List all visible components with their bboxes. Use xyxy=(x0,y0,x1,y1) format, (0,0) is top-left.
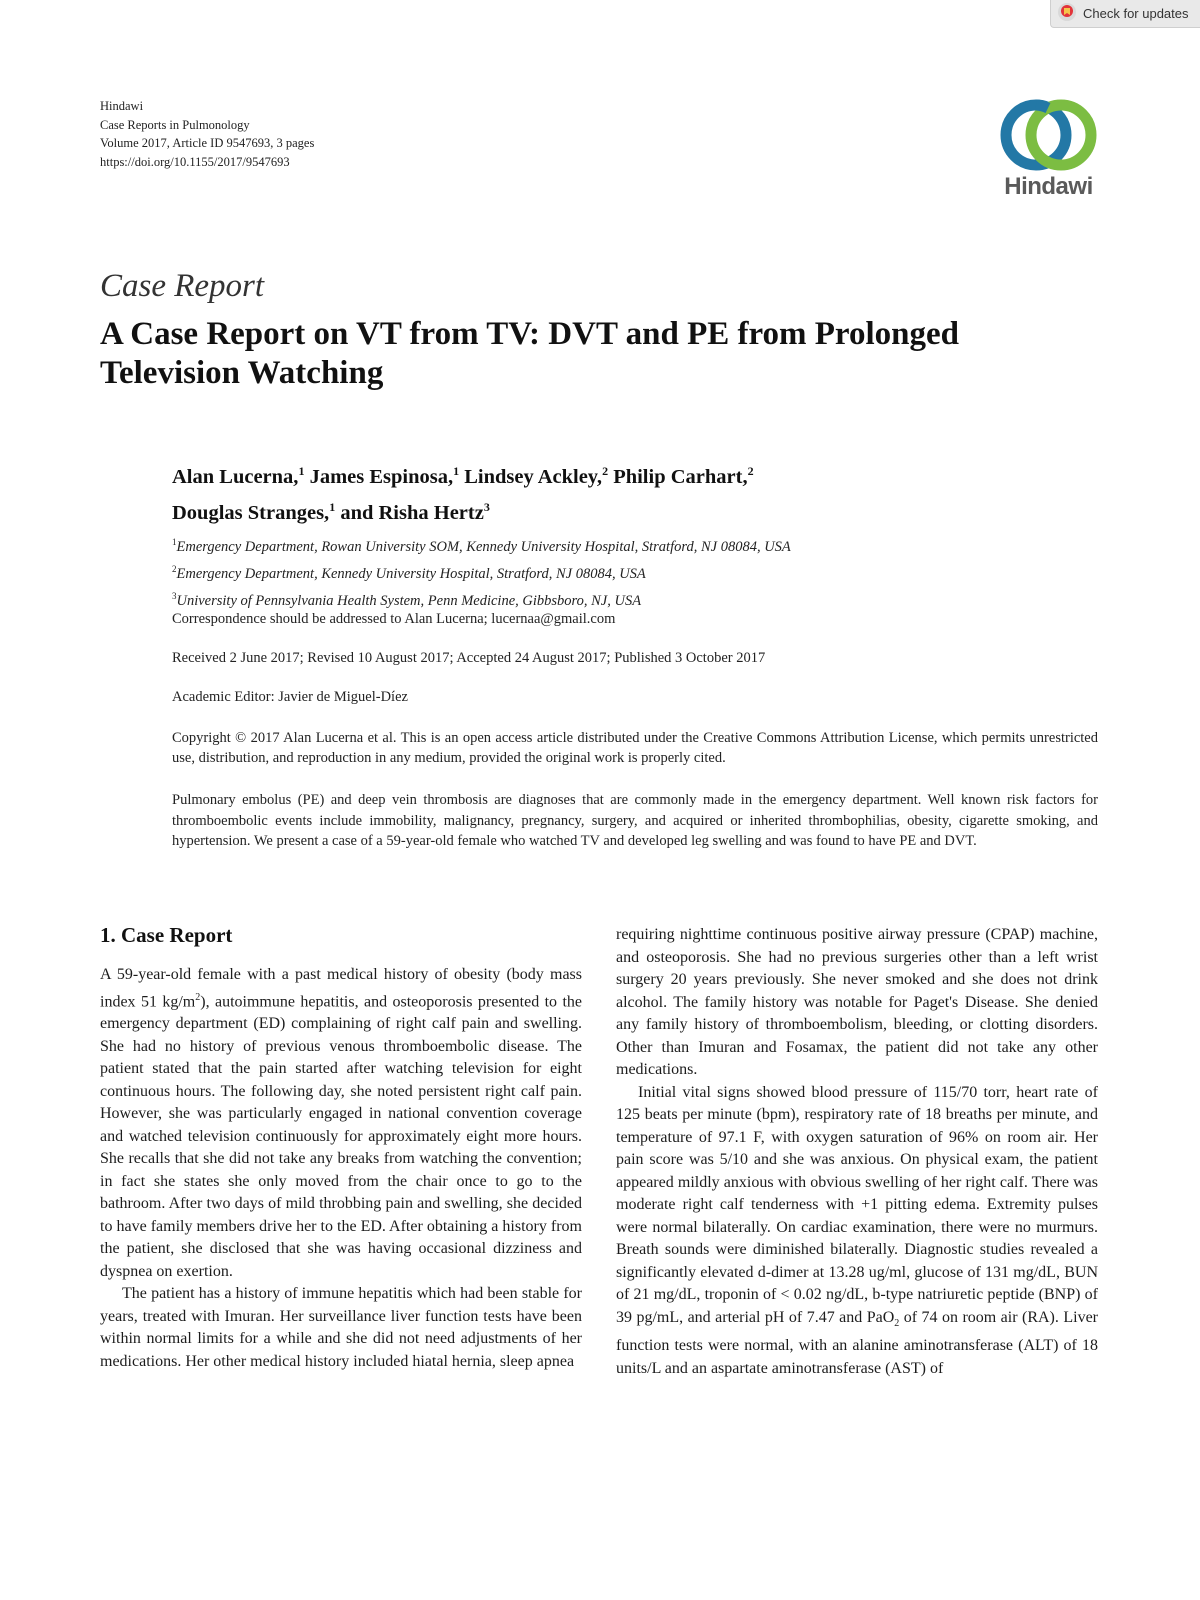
academic-editor: Academic Editor: Javier de Miguel-Díez xyxy=(172,689,408,705)
body-column-left xyxy=(100,920,582,1373)
author-list xyxy=(172,456,932,528)
hindawi-wordmark: Hindawi xyxy=(1004,173,1093,200)
check-for-updates-button[interactable] xyxy=(1050,0,1200,28)
author: Lindsey Ackley,$^2$ xyxy=(464,464,609,488)
body-paragraph: Initial vital signs showed blood pressure of 115/70 torr, heart rate of 125 beats per minute (bpm), respiratory rate of 18 breaths per minute, and temperature of 97.1 F, with oxygen saturation of 96% on room air. Her pain score was 5/10 and she was anxious. On physical exam, the patient appeared mildly anxious with obvious swelling of her right calf. There was moderate right calf tenderness with +1 pitting edema. Extremity pulses were normal bilaterally. On cardiac examination, there were no murmurs. Breath sounds were diminished bilaterally. Diagnostic studies revealed a significantly elevated d-dimer at 13.28 ug/ml, glucose of 131 mg/dL, BUN of 21 mg/dL, troponin of < 0.02 ng/dL, b-type natriuretic peptide (BNP) of 39 pg/mL, and arterial pH of 7.47 and PaO$_2$ of 74 on room air (RA). Liver function tests were normal, with an alanine aminotransferase (ALT) of 18 units/L and an aspartate aminotransferase (AST) of xyxy=(616,1083,1098,1377)
affiliation: $^2$Emergency Department, Kennedy University Hospital, Stratford, NJ 08084, USA xyxy=(172,563,646,582)
body-column-right xyxy=(616,924,1098,1380)
journal-meta xyxy=(100,97,314,171)
check-for-updates-label: Check for updates xyxy=(1083,6,1189,21)
author: Douglas Stranges,$^1$ xyxy=(172,499,336,524)
article-type: Case Report xyxy=(100,268,265,304)
author: Philip Carhart,$^2$ xyxy=(613,464,754,488)
hindawi-rings-icon xyxy=(996,95,1101,175)
hindawi-logo xyxy=(996,95,1101,205)
volume-info: Volume 2017, Article ID 9547693, 3 pages xyxy=(100,136,315,150)
copyright-notice: Copyright © 2017 Alan Lucerna et al. This is an open access article distributed under the Creative Commons Attribution License, which permits unrestricted use, distribution, and reproduction in any medium, provided the original work is properly cited. xyxy=(172,730,1098,766)
author: James Espinosa,$^1$ xyxy=(309,464,460,488)
correspondence: Correspondence should be addressed to Alan Lucerna; lucernaa@gmail.com xyxy=(172,611,616,627)
affiliation-list xyxy=(172,531,791,611)
author: Alan Lucerna,$^1$ xyxy=(172,464,305,488)
body-paragraph: A 59-year-old female with a past medical history of obesity (body mass index 51 $kg/m^2$), autoimmune hepatitis, and osteoporosis presented to the emergency department (ED) complaining of right calf pain and swelling. She had no history of previous venous thromboembolic disease. The patient stated that the pain started after watching television for eight continuous hours. The following day, she noted persistent right calf pain. However, she was particularly engaged in national convention coverage and watched television continuously for approximately eight more hours. She recalls that she did not take any breaks from watching the convention; in fact she states she only moved from the chair once to go to the bathroom. After two days of mild throbbing pain and swelling, she decided to have family members drive her to the ED. After obtaining a history from the patient, she disclosed that she was having occasional dizziness and dyspnea on exertion. xyxy=(100,966,583,1280)
author: and Risha Hertz$^3$ xyxy=(340,499,490,524)
publisher-name: Hindawi xyxy=(100,99,144,113)
body-paragraph: The patient has a history of immune hepatitis which had been stable for years, treated with Imuran. Her surveillance liver function tests have been within normal limits for a while and she did not need adjustments of her medications. Her other medical history included hiatal hernia, sleep apnea xyxy=(100,1285,582,1370)
affiliation: $^1$Emergency Department, Rowan University SOM, Kennedy University Hospital, Stratford, NJ 08084, USA xyxy=(172,537,791,555)
journal-name: Case Reports in Pulmonology xyxy=(100,117,250,132)
affiliation: $^3$University of Pennsylvania Health System, Penn Medicine, Gibbsboro, NJ, USA xyxy=(172,590,642,609)
abstract: Pulmonary embolus (PE) and deep vein thrombosis are diagnoses that are commonly made in the emergency department. Well known risk factors for thromboembolic events include immobility, malignancy, pregnancy, surgery, and acquired or inherited thrombophilias, obesity, cigarette smoking, and hypertension. We present a case of a 59-year-old female who watched TV and developed leg swelling and was found to have PE and DVT. xyxy=(172,792,1098,849)
publication-dates: Received 2 June 2017; Revised 10 August 2017; Accepted 24 August 2017; Published 3 October 2017 xyxy=(172,650,766,666)
crossmark-icon xyxy=(1057,2,1077,25)
doi-link[interactable]: https://doi.org/10.1155/2017/9547693 xyxy=(100,154,290,169)
section-heading: 1. Case Report xyxy=(100,923,233,947)
article-title: A Case Report on VT from TV: DVT and PE from Prolonged Television Watching xyxy=(100,316,959,391)
body-paragraph: requiring nighttime continuous positive airway pressure (CPAP) machine, and osteoporosis. She had no previous surgeries other than a left wrist surgery 20 years previously. She never smoked and she does not drink alcohol. The family history was notable for Paget's Disease. She denied any family history of thromboembolism, bleeding, or clotting disorders. Other than Imuran and Fosamax, the patient did not take any other medications. xyxy=(616,926,1098,1078)
